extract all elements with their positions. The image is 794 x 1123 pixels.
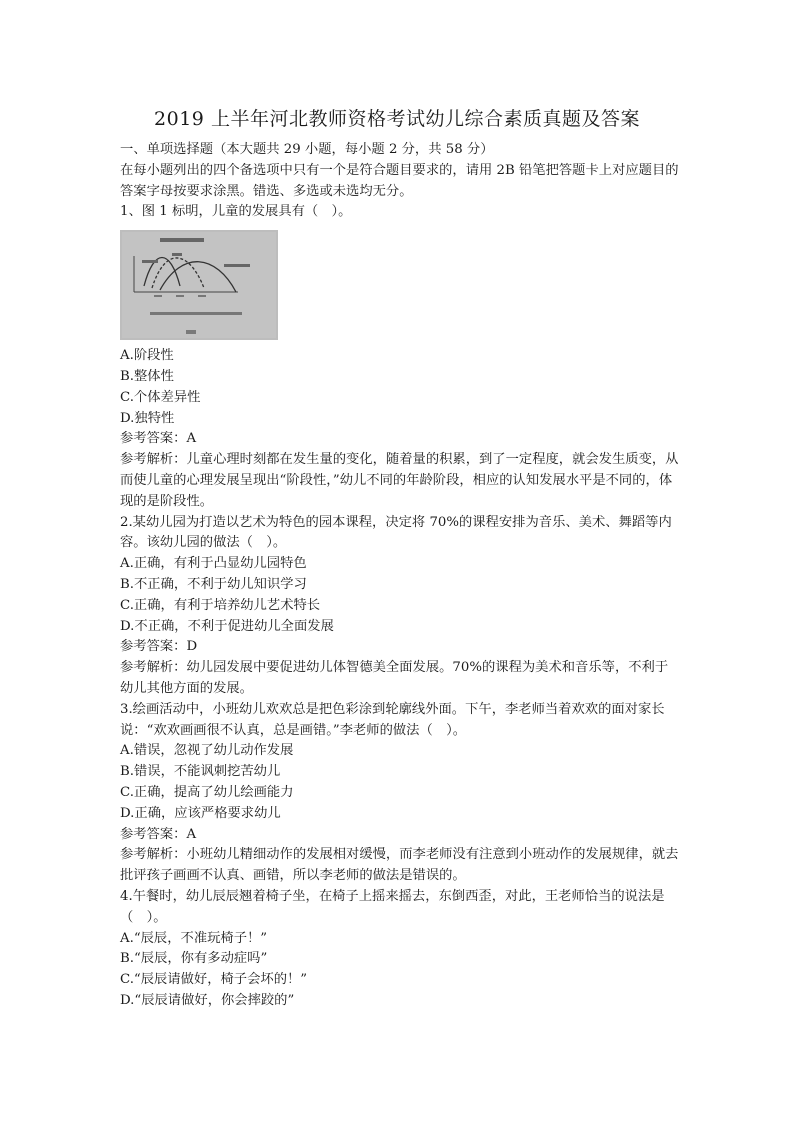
q3-option-a: A.错误，忽视了幼儿动作发展 bbox=[120, 743, 294, 759]
q1-answer: 参考答案：A bbox=[120, 431, 197, 447]
q4-option-a: A.“辰辰，不准玩椅子！” bbox=[120, 930, 268, 946]
page-title: 2019 上半年河北教师资格考试幼儿综合素质真题及答案 bbox=[154, 108, 640, 130]
q1-option-b: B.整体性 bbox=[120, 368, 174, 384]
question-2-stem: 2.某幼儿园为打造以艺术为特色的园本课程，决定将 70%的课程安排为音乐、美术、舞蹈等内容。该幼儿园的做法（ ）。 bbox=[120, 514, 672, 551]
q3-answer: 参考答案：A bbox=[120, 826, 197, 842]
q3-option-b: B.错误，不能讽刺挖苦幼儿 bbox=[120, 764, 281, 780]
q2-option-a: A.正确，有利于凸显幼儿园特色 bbox=[120, 556, 307, 572]
document-body bbox=[120, 140, 680, 1012]
development-curve-figure bbox=[120, 230, 278, 340]
q1-option-d: D.独特性 bbox=[120, 410, 175, 426]
q2-analysis: 参考解析：幼儿园发展中要促进幼儿体智德美全面发展。70%的课程为美术和音乐等，不利于幼儿其他方面的发展。 bbox=[120, 660, 669, 696]
question-3-stem: 3.绘画活动中，小班幼儿欢欢总是把色彩涂到轮廓线外面。下午，李老师当着欢欢的面对家长说：“欢欢画画很不认真，总是画错。”李老师的做法（ ）。 bbox=[120, 701, 665, 738]
q2-option-c: C.正确，有利于培养幼儿艺术特长 bbox=[120, 597, 321, 613]
q2-option-b: B.不正确，不利于幼儿知识学习 bbox=[120, 576, 307, 592]
question-4-stem: 4.午餐时，幼儿辰辰翘着椅子坐，在椅子上摇来摇去，东倒西歪，对此，王老师恰当的说法是（ ）。 bbox=[120, 888, 665, 925]
q1-option-a: A.阶段性 bbox=[120, 348, 174, 364]
q3-analysis: 参考解析：小班幼儿精细动作的发展相对缓慢，而李老师没有注意到小班动作的发展规律，就去批评孩子画画不认真、画错，所以李老师的做法是错误的。 bbox=[120, 847, 679, 884]
question-1-stem: 1、图 1 标明，儿童的发展具有（ ）。 bbox=[120, 204, 352, 220]
q2-option-d: D.不正确，不利于促进幼儿全面发展 bbox=[120, 618, 334, 634]
q3-option-c: C.正确，提高了幼儿绘画能力 bbox=[120, 784, 294, 800]
q4-option-c: C.“辰辰请做好，椅子会坏的！” bbox=[120, 972, 308, 988]
q1-option-c: C.个体差异性 bbox=[120, 389, 201, 405]
q4-option-d: D.“辰辰请做好，你会摔跤的” bbox=[120, 992, 295, 1008]
section-heading: 一、单项选择题（本大题共 29 小题，每小题 2 分，共 58 分） bbox=[120, 142, 494, 157]
q3-option-d: D.正确，应该严格要求幼儿 bbox=[120, 805, 281, 821]
q2-answer: 参考答案：D bbox=[120, 639, 198, 655]
q4-option-b: B.“辰辰，你有多动症吗” bbox=[120, 951, 268, 967]
section-instruction: 在每小题列出的四个备选项中只有一个是符合题目要求的，请用 2B 铅笔把答题卡上对应题目的答案字母按要求涂黑。错选、多选或未选均无分。 bbox=[120, 162, 679, 199]
q1-analysis: 参考解析：儿童心理时刻都在发生量的变化，随着量的积累，到了一定程度，就会发生质变，从而使儿童的心理发展呈现出“阶段性，”幼儿不同的年龄阶段，相应的认知发展水平是不同的，体现的是阶段性。 bbox=[120, 452, 679, 509]
figure-1-image bbox=[120, 230, 278, 340]
